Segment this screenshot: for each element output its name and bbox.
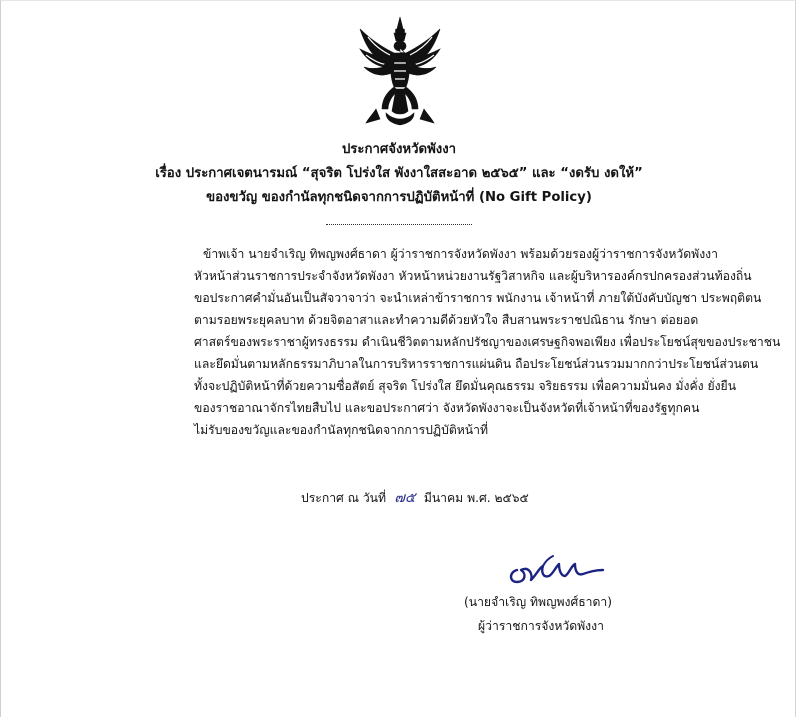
announce-day: ๗๕ (394, 490, 416, 506)
body-line: ศาสตร์ของพระราชาผู้ทรงธรรม ดำเนินชีวิตตามหลักปรัชญาของเศรษฐกิจพอเพียง เพื่อประโยชน์สุขของประชาชน (194, 335, 781, 349)
garuda-emblem-icon (356, 15, 444, 127)
body-line: ข้าพเจ้า นายจำเริญ ทิพญพงศ์ธาดา ผู้ว่าราชการจังหวัดพังงา พร้อมด้วยรองผู้ว่าราชการจังหวัดพังงา (203, 247, 718, 261)
signer-name: (นายจำเริญ ทิพญพงศ์ธาดา) (464, 595, 612, 609)
announcement-date (301, 487, 529, 509)
document-title: ประกาศจังหวัดพังงา (341, 142, 457, 157)
document-subject-continued: ของขวัญ ของกำนัลทุกชนิดจากการปฏิบัติหน้าที่ (No Gift Policy) (206, 190, 592, 205)
announce-suffix: มีนาคม พ.ศ. ๒๕๖๕ (423, 491, 529, 505)
body-line: ตามรอยพระยุคลบาท ด้วยจิตอาสาและทำความดีด้วยหัวใจ สืบสานพระราชปณิธาน รักษา ต่อยอด (194, 313, 699, 327)
announce-prefix: ประกาศ ณ วันที่ (301, 491, 387, 505)
body-line: ทั้งจะปฏิบัติหน้าที่ด้วยความซื่อสัตย์ สุจริต โปร่งใส ยึดมั่นคุณธรรม จริยธรรม เพื่อความมั่นคง มั่งคั่ง ยั่งยืน (194, 379, 737, 393)
body-line: และยึดมั่นตามหลักธรรมาภิบาลในการบริหารราชการแผ่นดิน ถือประโยชน์ส่วนรวมมากกว่าประโยชน์ส่วนตน (194, 357, 759, 371)
body-line: ขอประกาศคำมั่นอันเป็นสัจวาจาว่า จะนำเหล่าข้าราชการ พนักงาน เจ้าหน้าที่ ภายใต้บังคับบัญชา ประพฤติตน (194, 291, 762, 305)
dotted-divider (326, 224, 472, 225)
body-line: ไม่รับของขวัญและของกำนัลทุกชนิดจากการปฏิบัติหน้าที่ (194, 423, 488, 437)
body-line: ของราชอาณาจักรไทยสืบไป และขอประกาศว่า จังหวัดพังงาจะเป็นจังหวัดที่เจ้าหน้าที่ของรัฐทุกคน (194, 401, 700, 415)
handwritten-signature-icon (503, 550, 613, 590)
signer-position: ผู้ว่าราชการจังหวัดพังงา (478, 619, 604, 633)
document-subject: เรื่อง ประกาศเจตนารมณ์ “สุจริต โปร่งใส พังงาใสสะอาด ๒๕๖๕” และ “งดรับ งดให้” (155, 166, 643, 181)
body-line: หัวหน้าส่วนราชการประจำจังหวัดพังงา หัวหน้าหน่วยงานรัฐวิสาหกิจ และผู้บริหารองค์กรปกครองส่วนท้องถิ่น (194, 269, 752, 283)
